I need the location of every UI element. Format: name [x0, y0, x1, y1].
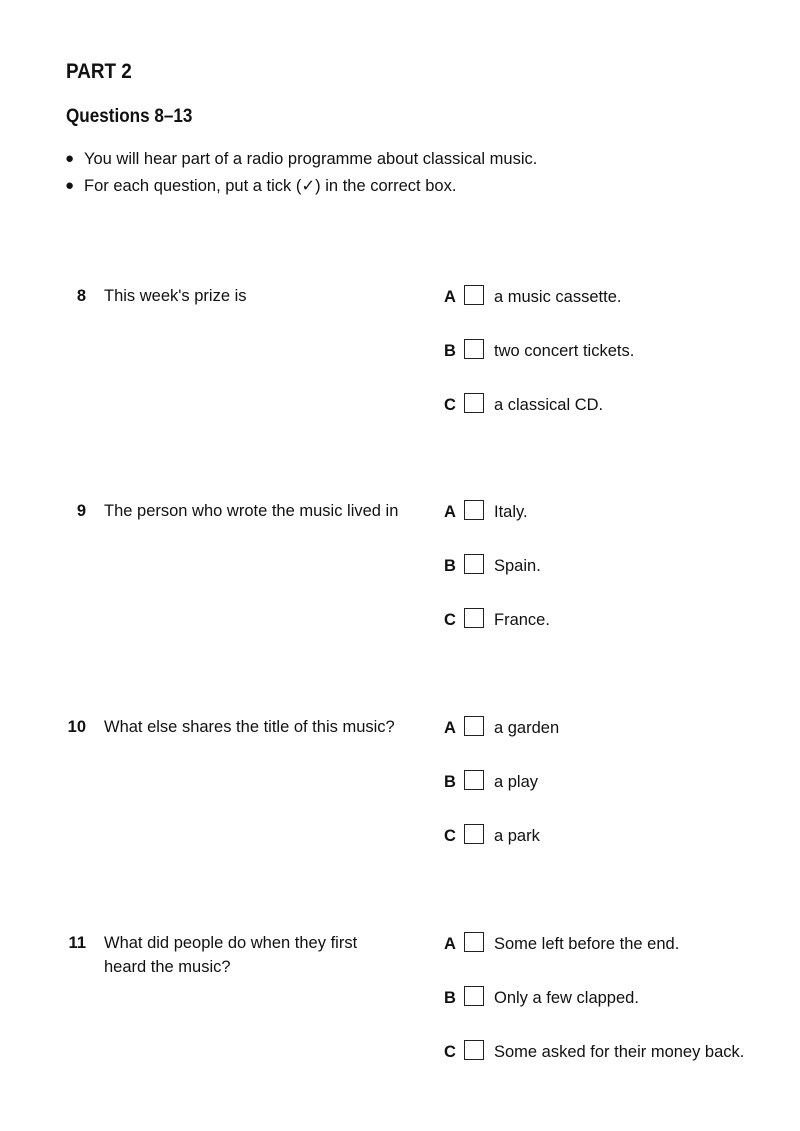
- option-letter: A: [444, 719, 456, 737]
- instructions-list: [64, 148, 537, 202]
- option-11a[interactable]: [444, 934, 784, 960]
- option-11b[interactable]: [444, 988, 784, 1014]
- option-8c[interactable]: [444, 395, 784, 421]
- option-text: Some left before the end.: [494, 935, 680, 953]
- instruction-item: [64, 175, 537, 202]
- answer-checkbox[interactable]: [464, 608, 484, 628]
- option-letter: C: [444, 611, 456, 629]
- option-10c[interactable]: [444, 826, 784, 852]
- option-9c[interactable]: [444, 610, 784, 636]
- question-number: 8: [76, 287, 86, 305]
- question-number: 11: [68, 934, 86, 952]
- part-title: PART 2: [66, 60, 132, 83]
- option-letter: B: [444, 989, 456, 1007]
- answer-checkbox[interactable]: [464, 1040, 484, 1060]
- option-text: Only a few clapped.: [494, 989, 639, 1007]
- question-number: 10: [67, 718, 86, 736]
- option-text: a classical CD.: [494, 396, 604, 414]
- option-9b[interactable]: [444, 556, 784, 582]
- option-8a[interactable]: [444, 287, 784, 313]
- option-text: France.: [494, 611, 550, 629]
- questions-range-heading: Questions 8–13: [66, 106, 193, 127]
- option-letter: C: [444, 396, 456, 414]
- answer-checkbox[interactable]: [464, 716, 484, 736]
- question-text: The person who wrote the music lived in: [104, 502, 399, 520]
- option-10a[interactable]: [444, 718, 784, 744]
- option-text: Some asked for their money back.: [494, 1043, 745, 1061]
- option-text: a play: [494, 773, 539, 791]
- answer-checkbox[interactable]: [464, 986, 484, 1006]
- option-text: Spain.: [494, 557, 541, 575]
- bullet-icon: ●: [65, 150, 75, 167]
- answer-checkbox[interactable]: [464, 824, 484, 844]
- answer-checkbox[interactable]: [464, 770, 484, 790]
- instruction-text: For each question, put a tick (✓) in the correct box.: [84, 177, 457, 195]
- option-letter: B: [444, 557, 456, 575]
- answer-checkbox[interactable]: [464, 339, 484, 359]
- instruction-item: [64, 148, 537, 175]
- question-text: What did people do when they first heard the music?: [104, 934, 358, 976]
- option-8b[interactable]: [444, 341, 784, 367]
- question-number: 9: [76, 502, 86, 520]
- instruction-text: You will hear part of a radio programme about classical music.: [84, 150, 538, 168]
- option-text: two concert tickets.: [494, 342, 635, 360]
- option-letter: A: [444, 288, 456, 306]
- option-letter: A: [444, 503, 456, 521]
- option-10b[interactable]: [444, 772, 784, 798]
- option-letter: C: [444, 827, 456, 845]
- option-text: a garden: [494, 719, 560, 737]
- answer-checkbox[interactable]: [464, 393, 484, 413]
- option-11c[interactable]: [444, 1042, 784, 1068]
- question-text: This week's prize is: [104, 287, 247, 305]
- answer-checkbox[interactable]: [464, 285, 484, 305]
- option-9a[interactable]: [444, 502, 784, 528]
- option-letter: A: [444, 935, 456, 953]
- option-text: a music cassette.: [494, 288, 622, 306]
- option-text: Italy.: [494, 503, 528, 521]
- bullet-icon: ●: [65, 177, 75, 194]
- answer-checkbox[interactable]: [464, 554, 484, 574]
- option-letter: B: [444, 773, 456, 791]
- option-text: a park: [494, 827, 540, 845]
- question-text: What else shares the title of this music?: [104, 718, 395, 736]
- option-letter: C: [444, 1043, 456, 1061]
- option-letter: B: [444, 342, 456, 360]
- answer-checkbox[interactable]: [464, 500, 484, 520]
- answer-checkbox[interactable]: [464, 932, 484, 952]
